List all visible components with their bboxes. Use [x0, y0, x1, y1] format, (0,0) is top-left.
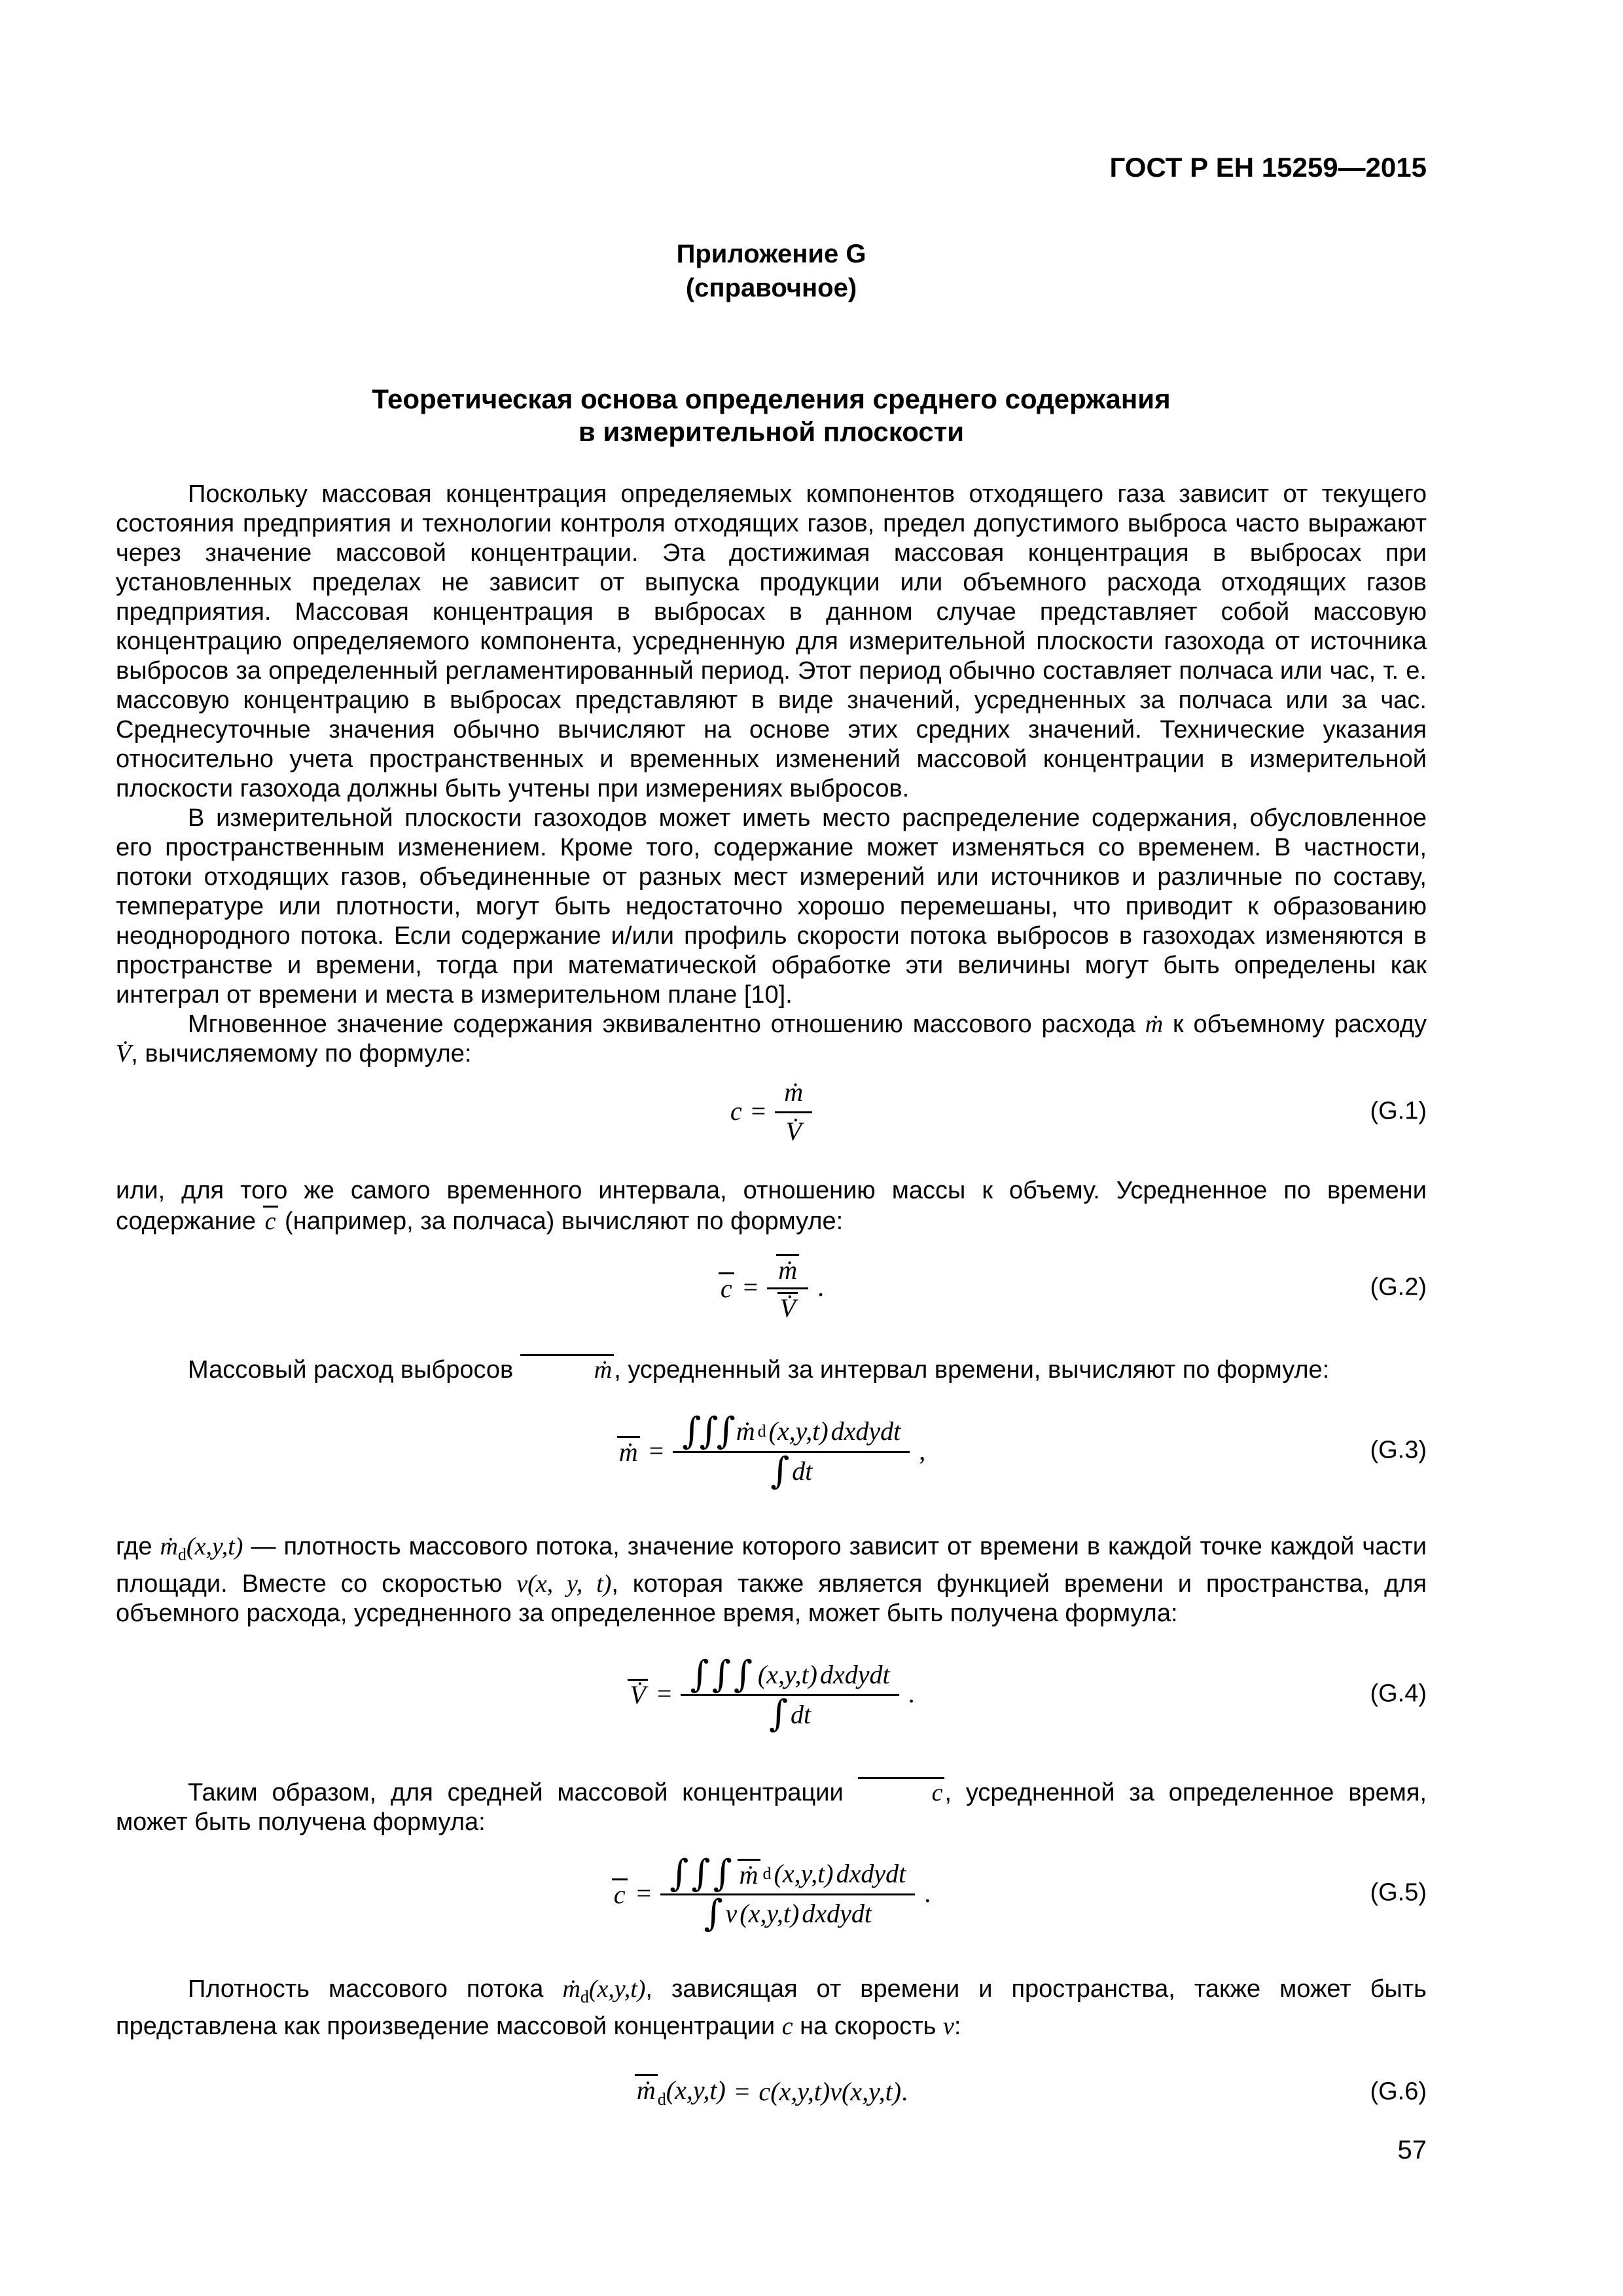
trailing-period: . — [908, 1679, 915, 1709]
subscript-d: d — [762, 1863, 772, 1883]
var-c: c — [758, 2077, 771, 2107]
formula-g3 — [116, 1410, 1427, 1492]
appendix-letter: Приложение G — [676, 240, 866, 268]
fraction — [767, 1253, 808, 1321]
overbar — [858, 1777, 945, 1805]
rhs-group — [758, 2076, 908, 2107]
var-mdot-bar: ṁ — [636, 2075, 656, 2105]
subscript-d: d — [177, 1545, 187, 1564]
paragraph-5 — [116, 1354, 1427, 1385]
page-number: 57 — [1397, 2135, 1427, 2164]
args: (x,y,t) — [842, 2077, 902, 2107]
trailing-period: . — [901, 2077, 908, 2107]
paragraph-7 — [116, 1777, 1427, 1837]
paragraph-4 — [116, 1176, 1427, 1236]
paragraph-4-text: или, для того же самого временного интервала, отношению массы к объему. Усредненное по времени содержание — [116, 1177, 1427, 1235]
args: (x,y,t) — [770, 2077, 830, 2107]
equation-g5 — [612, 1852, 931, 1935]
paragraph-6 — [116, 1532, 1427, 1628]
fraction — [660, 1852, 915, 1935]
equals-sign: = — [743, 1272, 758, 1302]
paragraph-1 — [116, 480, 1427, 804]
var-vdot: V̇ — [785, 1117, 802, 1146]
inline-vdot: V̇ — [116, 1040, 132, 1067]
paragraph-2 — [116, 804, 1427, 1010]
formula-label-g4: (G.4) — [1370, 1679, 1427, 1708]
overbar — [263, 1206, 278, 1234]
equation-g2 — [719, 1253, 824, 1321]
overbar — [628, 1679, 647, 1708]
paragraph-8-text: , зависящая от времени и пространства, также может быть представлена как произведение массовой концентрации — [116, 1975, 1427, 2040]
equals-sign: = — [636, 1878, 652, 1908]
overbar — [520, 1354, 614, 1382]
paragraph-3-text: к объемному расходу — [1163, 1011, 1427, 1038]
var-mdot-bar: ṁ — [739, 1860, 758, 1890]
var-vdot-bar: V̇ — [630, 1680, 646, 1710]
equals-sign: = — [734, 2077, 750, 2107]
inline-mdot: ṁ — [1145, 1011, 1164, 1038]
formula-label-g6: (G.6) — [1370, 2077, 1427, 2106]
subscript-d: d — [657, 2089, 666, 2109]
overbar — [738, 1859, 760, 1888]
args: (x,y,t) — [740, 1898, 800, 1928]
var-mdot-bar: ṁ — [618, 1437, 638, 1467]
var-nu: ν — [725, 1898, 738, 1928]
trailing-period: . — [924, 1878, 931, 1908]
var-mdot: ṁ — [160, 1533, 178, 1561]
overbar — [777, 1292, 797, 1321]
differentials: dxdydt — [802, 1898, 872, 1928]
differential-dt: dt — [792, 1456, 813, 1486]
overbar — [617, 1436, 640, 1465]
var-c-bar: c — [613, 1879, 626, 1909]
var-mdot: ṁ — [736, 1416, 755, 1446]
var-v: v — [943, 2012, 954, 2040]
fraction — [681, 1653, 899, 1736]
formula-label-g3: (G.3) — [1370, 1436, 1427, 1464]
var-mdot: ṁ — [562, 1975, 580, 2003]
formula-label-g2: (G.2) — [1370, 1273, 1427, 1300]
triple-integral: ∫∫∫ — [690, 1653, 755, 1696]
formula-g2 — [116, 1253, 1427, 1321]
equals-sign: = — [649, 1435, 664, 1465]
paragraph-8-text: Плотность массового потока — [188, 1975, 563, 2003]
fraction — [775, 1075, 812, 1147]
subscript-d: d — [580, 1987, 589, 2007]
appendix-kind: (справочное) — [685, 274, 857, 302]
args: (x,y,t) — [768, 1416, 829, 1446]
paragraph-7-text: Таким образом, для средней массовой концентрации — [188, 1778, 858, 1806]
args: (x,y,t) — [666, 2075, 726, 2105]
formula-label-g1: (G.1) — [1370, 1097, 1427, 1124]
differential-dt: dt — [791, 1699, 812, 1729]
var-v-args: v(x, y, t) — [516, 1570, 612, 1598]
paragraph-5-text: Массовый расход выбросов — [188, 1356, 520, 1384]
equation-g4 — [628, 1653, 915, 1736]
paragraph-8 — [116, 1975, 1427, 2041]
paragraph-6-text: , которая также является функцией времени и пространства, для объемного расхода, усредненного за определенное время, может быть получена формула: — [116, 1570, 1427, 1627]
paragraph-6-text: — плотность массового потока, значение которого зависит от времени в каждой точке каждой части площади. Вместе со скоростью — [116, 1533, 1427, 1598]
text-column — [116, 152, 1427, 2165]
var-c: c — [781, 2012, 793, 2040]
formula-g6 — [116, 2074, 1427, 2109]
paragraph-5-text: , усредненный за интервал времени, вычисляют по формуле: — [614, 1356, 1330, 1384]
var-c: c — [730, 1096, 742, 1126]
paragraph-7-text: , усредненной за определенное время, может быть получена формула: — [116, 1778, 1427, 1836]
integral: ∫ — [770, 1449, 790, 1492]
appendix-heading — [116, 237, 1427, 305]
paragraph-6-text: где — [116, 1533, 160, 1561]
trailing-period: . — [817, 1272, 825, 1302]
args: (x,y,t) — [588, 1975, 646, 2003]
var-c-bar: c — [264, 1208, 276, 1235]
differentials: dxdydt — [830, 1416, 901, 1446]
equation-g6 — [635, 2074, 908, 2109]
paragraph-3-text: , вычисляемому по формуле: — [131, 1040, 472, 1067]
var-c-bar: c — [931, 1778, 943, 1806]
integral: ∫ — [768, 1693, 789, 1736]
var-nu: ν — [830, 2077, 842, 2107]
formula-g1 — [116, 1075, 1427, 1147]
overbar — [776, 1254, 799, 1283]
formula-g4 — [116, 1653, 1427, 1736]
differentials: dxdydt — [836, 1859, 906, 1889]
var-c-bar: c — [720, 1274, 732, 1303]
args: (x,y,t) — [757, 1660, 817, 1690]
formula-g5 — [116, 1852, 1427, 1935]
var-mdot-bar: ṁ — [778, 1255, 798, 1285]
formula-label-g5: (G.5) — [1370, 1878, 1427, 1907]
var-vdot-bar: V̇ — [779, 1293, 796, 1323]
subscript-d: d — [757, 1421, 766, 1441]
equation-g1 — [730, 1075, 812, 1147]
var-mdot: ṁ — [784, 1077, 804, 1107]
args: (x,y,t) — [186, 1533, 243, 1561]
paragraph-1-text: Поскольку массовая концентрация определяемых компонентов отходящего газа зависит от текущего состояния предприятия и технологии контроля отходящих газов, предел допустимого выброса часто выражают через значение массовой концентрации. Эта достижимая массовая концентрация в выбросах при установленных пределах не зависит от выпуска продукции или объемного расхода отходящих газов предприятия. Массовая концентрация в выбросах в данном случае представляет собой массовую концентрацию определяемого компонента, усредненную для измерительной плоскости газохода от источника выбросов за определенный регламентированный период. Этот период обычно составляет полчаса или час, т. е. массовую концентрацию в выбросах представляют в виде значений, усредненных за полчаса или за час. Среднесуточные значения обычно вычисляют на основе этих средних значений. Технические указания относительно учета пространственных и временных изменений массовой концентрации в измерительной плоскости газохода должны быть учтены при измерениях выбросов. — [116, 480, 1427, 802]
overbar — [612, 1878, 628, 1908]
overbar — [719, 1272, 734, 1302]
args: (x,y,t) — [774, 1859, 834, 1889]
integral: ∫ — [704, 1892, 723, 1935]
equals-sign: = — [656, 1679, 672, 1709]
trailing-comma: , — [919, 1435, 926, 1465]
title-line-2: в измерительной плоскости — [578, 416, 965, 447]
paragraph-3 — [116, 1010, 1427, 1069]
fraction — [673, 1410, 910, 1492]
document-header: ГОСТ Р ЕН 15259—2015 — [1109, 152, 1427, 183]
page-title — [116, 383, 1427, 448]
differentials: dxdydt — [819, 1660, 890, 1690]
equation-g3 — [617, 1410, 926, 1492]
triple-integral: ∫∫∫ — [669, 1852, 735, 1895]
title-line-1: Теоретическая основа определения среднего содержания — [372, 384, 1171, 414]
lhs-group — [635, 2074, 726, 2109]
paragraph-3-text: Мгновенное значение содержания эквивалентно отношению массового расхода — [188, 1011, 1145, 1038]
var-mdot-bar: ṁ — [594, 1356, 613, 1384]
triple-integral: ∫∫∫ — [682, 1410, 734, 1452]
paragraph-8-text: на скорость — [793, 2012, 944, 2040]
paragraph-2-text: В измерительной плоскости газоходов может иметь место распределение содержания, обусловленное его пространственным изменением. Кроме того, содержание может изменяться со временем. В частности, потоки отходящих газов, объединенные от разных мест измерений или источников и различные по составу, температуре или плотности, могут быть недостаточно хорошо перемешаны, что приводит к образованию неоднородного потока. Если содержание и/или профиль скорости потока выбросов в газоходах изменяются в пространстве и времени, тогда при математической обработке эти величины могут быть определены как интеграл от времени и места в измерительном плане [10]. — [116, 804, 1427, 1009]
paragraph-8-text: : — [954, 2012, 961, 2040]
paragraph-4-text: (например, за полчаса) вычисляют по формуле: — [277, 1208, 844, 1235]
equals-sign: = — [751, 1096, 766, 1126]
overbar — [635, 2074, 658, 2104]
